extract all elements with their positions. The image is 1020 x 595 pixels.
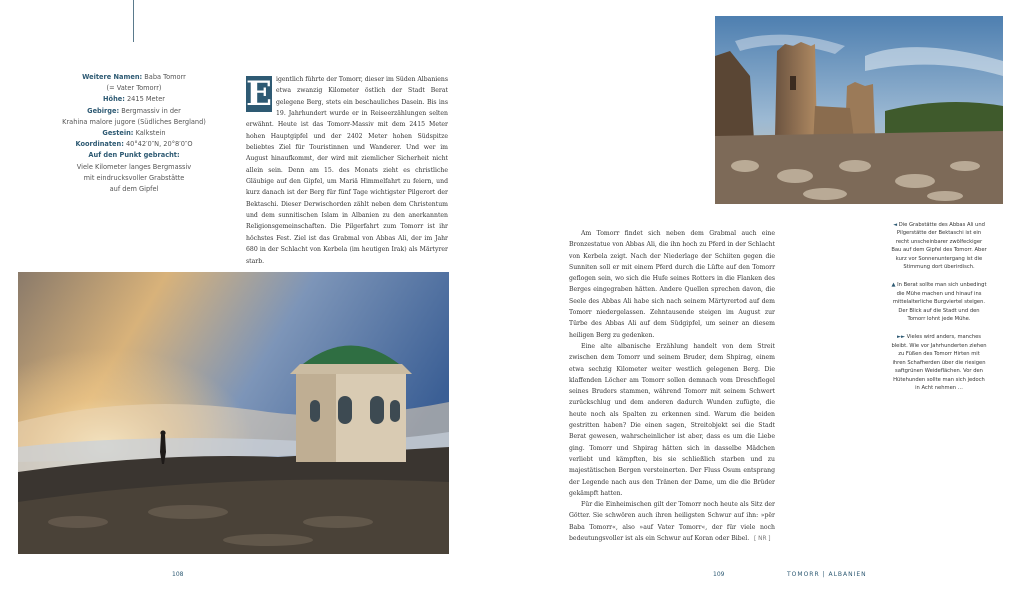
top-rule (133, 0, 134, 42)
left-body-text (246, 74, 448, 267)
caption: ►► Vieles wird anders, manches bleibt. Wie vor Jahrhunderten ziehen zu Füßen des Tomorr Hirten mit ihren Schafherden über die riesigen saftgrünen Weideflächen. Vor den Hütehunden sollte man sich jedoch in Acht nehmen … (891, 334, 987, 391)
arrow-up-icon: ▲ (891, 282, 896, 289)
arrow-left-icon: ◄ (893, 222, 898, 228)
running-head: TOMORR | ALBANIEN (787, 571, 867, 578)
right-body-text (569, 228, 775, 544)
fact-row: Koordinaten: 40°42′0″N, 20°8′0″O (75, 140, 193, 149)
facts-box (60, 72, 208, 195)
author-initials: [ NR ] (754, 536, 771, 542)
fact-row: Krahina malore jugore (Südliches Bergland) (62, 117, 206, 126)
fact-row: Weitere Namen: Baba Tomorr (82, 73, 186, 81)
castle-illustration (715, 16, 1003, 204)
fact-row: Gebirge: Bergmassiv in der (87, 106, 181, 115)
left-body-paragraph: igentlich führte der Tomorr, dieser im Süden Albaniens etwa zwanzig Kilometer östlich der Stadt Berat gelegene Berg, stets ein beschauliches Dasein. Bis ins 19. Jahrhundert wurde er in Reiseerzählungen selten erwähnt. Heute ist das Tomorr-Massiv mit dem 2415 Meter hohen Hauptgipfel und der 2402 Meter hohen Südspitze beliebtes Ziel für Touristinnen und Wanderer. Und wer im August hinaufkommt, der wird mit ziemlicher Sicherheit nicht allein sein. Denn am 15. des Monats zieht es christliche Gläubige auf den Gipfel, um Mariä Himmelfahrt zu feiern, und kurz danach ist der Berg für fünf Tage wichtigster Pilgerort der Bektaschi. Dieser Derwischorden zählt neben dem Christentum und dem sunnitischen Islam in Albanien zu den anerkannten Religionsgemeinschaften. Die Pilgerfahrt zum Tomorr ist ihr höchstes Fest. Ziel ist das Grabmal von Abbas Ali, der im Jahr 680 in der Schlacht von Kerbela (im heutigen Irak) als Märtyrer starb. (246, 76, 449, 265)
caption: ◄ Die Grabstätte des Abbas Ali und Pilgerstätte der Bektaschi ist ein recht unscheinbarer zwölfeckiger Bau auf dem Gipfel des Tomorr. Aber kurz vor Sonnenuntergang ist die Stimmung dort überirdisch. (891, 222, 987, 271)
fact-row: Höhe: 2415 Meter (103, 95, 165, 104)
berat-castle-photo (715, 16, 1003, 204)
photo-captions (891, 221, 987, 402)
caption: ▲ In Berat sollte man sich unbedingt die Mühe machen und hinauf ins mittelalterliche Burgviertel steigen. Der Blick auf die Stadt und den Tomorr lohnt jede Mühe. (891, 282, 987, 323)
fact-row: (= Vater Tomorr) (106, 84, 162, 93)
fact-row: mit eindrucksvoller Grabstätte (83, 173, 185, 182)
fact-row: Gestein: Kalkstein (102, 129, 166, 138)
body-paragraph: Eine alte albanische Erzählung handelt von dem Streit zwischen dem Tomorr und seinem Bruder, dem Shpirag, einem etwa sechzig Kilometer weiter westlich gelegenen Berg. Die klaffenden Löcher am Tomorr sollen demnach vom Dreschflegel seines Bruders stammen, während Tomorr mit seinem Schwert zurückschlug und dem anderen dadurch Wunden zufügte, die heute noch als Spalten zu erkennen sind. Warum die beiden gestritten haben? Die einen sagen, Streitobjekt sei die Stadt Berat gewesen, wahrscheinlicher ist aber, dass es um die Liebe ging. Tomorr und Shpirag hätten sich in dasselbe Mädchen verliebt und kämpften, bis sie schließlich starben und zu majestätischen Bergen versteinerten. Der Fluss Osum entsprang der Legende nach aus den Tränen der Dame, um die die Brüder gekämpft hatten. (569, 342, 775, 497)
fact-row: Auf den Punkt gebracht: (88, 151, 180, 160)
page-number-left: 108 (172, 571, 184, 578)
fact-row: auf dem Gipfel (109, 185, 159, 194)
body-paragraph: Am Tomorr findet sich neben dem Grabmal auch eine Bronzestatue von Abbas Ali, die ihn hoch zu Pferd in der Schlacht von Kerbela zeigt. Nach der Niederlage der Schiiten gegen die Sunniten soll er mit einem Pferd durch die Lüfte auf den Tomorr geflogen sein, wo sich die Hufe seines Rotters in die Flanken des Berges eingegraben hätten. Andere Quellen sprechen davon, die Seele des Abbas Ali habe sich nach seinem Märtyrertod auf dem Tomorr niedergelassen. Zehntausende steigen im August zur Türbe des Abbas Ali auf dem Südgipfel, um seiner an diesem heiligen Berg zu gedenken. (569, 230, 775, 339)
fact-row: Viele Kilometer langes Bergmassiv (76, 162, 192, 171)
body-paragraph: Für die Einheimischen gilt der Tomorr noch heute als Sitz der Götter. Sie schwören auch ihren heiligsten Schwur auf ihn: »për Baba Tomorr«, also »auf Vater Tomorr«, der für viele noch bedeutungsvoller ist als ein Schwur auf Koran oder Bibel. (569, 501, 775, 543)
double-arrow-right-icon: ►► (897, 334, 905, 341)
tomb-of-abbas-ali-photo (18, 272, 449, 554)
drop-cap: E (246, 74, 272, 114)
tomb-illustration (18, 272, 449, 554)
page-number-right: 109 (713, 571, 725, 578)
